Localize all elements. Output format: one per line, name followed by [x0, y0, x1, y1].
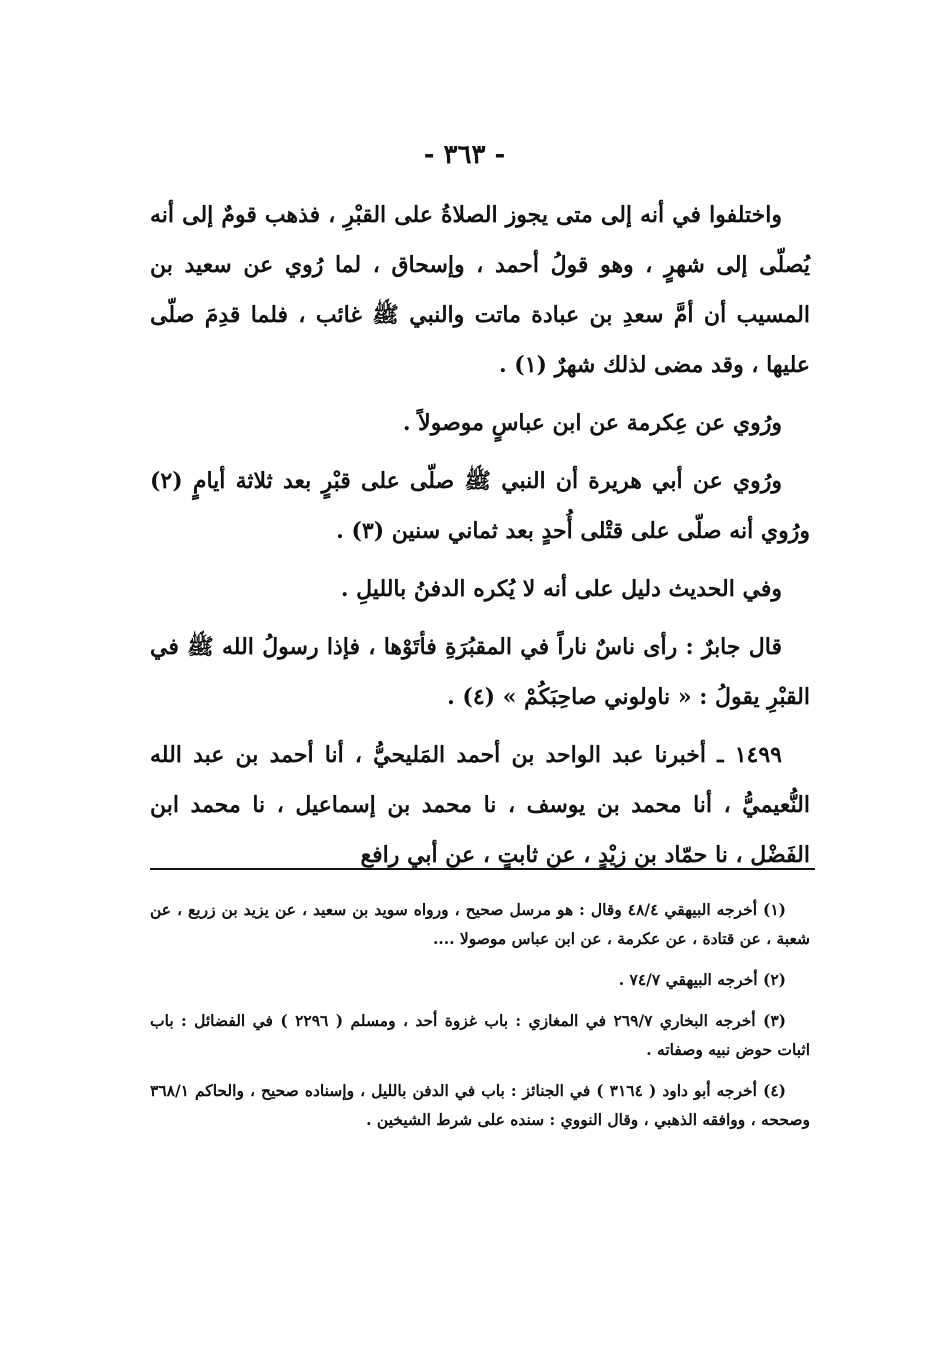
page-number: - ٣٦٣ - [423, 140, 506, 170]
footnote-divider [150, 868, 815, 870]
paragraph: ١٤٩٩ ـ أخبرنا عبد الواحد بن أحمد المَليحيُّ ، أنا أحمد بن عبد الله النُّعيميُّ ، أنا محمد بن يوسف ، نا محمد بن إسماعيل ، نا محمد ابن الفَضْل ، نا حمّاد بن زيْدٍ ، عن ثابتٍ ، عن أبي رافع [150, 742, 810, 868]
paragraph: وفي الحديث دليل على أنه لا يُكره الدفنُ بالليلِ . [340, 576, 782, 602]
footnotes [150, 895, 810, 1146]
paragraph: واختلفوا في أنه إلى متى يجوز الصلاةُ على القبْرِ ، فذهب قومٌ إلى أنه يُصلّى إلى شهرٍ ، وهو قولُ أحمد ، وإسحاق ، لما رُوي عن سعيد بن المسيب أن أمَّ سعدِ بن عبادة ماتت والنبي ﷺ غائب ، فلما قدِمَ صلّى عليها ، وقد مضى لذلك شهرٌ (١) . [150, 202, 810, 378]
footnote: (١) أخرجه البيهقي ٤٨/٤ وقال : هو مرسل صحيح ، ورواه سويد بن سعيد ، عن يزيد بن زريع ، عن شعبة ، عن قتادة ، عن عكرمة ، عن ابن عباس موصولا .... [150, 900, 810, 948]
footnote: (٣) أخرجه البخاري ٢٦٩/٧ في المغازي : باب غزوة أحد ، ومسلم ( ٢٢٩٦ ) في الفضائل : باب اثبات حوض نبيه وصفاته . [150, 1011, 810, 1059]
paragraph: ورُوي عن أبي هريرة أن النبي ﷺ صلّى على قبْرٍ بعد ثلاثة أيامٍ (٢) ورُوي أنه صلّى على قتْلى أُحدٍ بعد ثماني سنين (٣) . [150, 468, 810, 544]
footnote: (٢) أخرجه البيهقي ٧٤/٧ . [618, 970, 786, 989]
footnote: (٤) أخرجه أبو داود ( ٣١٦٤ ) في الجنائز : باب في الدفن بالليل ، وإسناده صحيح ، والحاكم ٣٦٨/١ وصححه ، ووافقه الذهبي ، وقال النووي : سنده على شرط الشيخين . [150, 1081, 810, 1129]
main-text [150, 190, 810, 888]
paragraph: قال جابرٌ : رأى ناسٌ ناراً في المقبُرَةِ فأتَوْها ، فإذا رسولُ الله ﷺ في القبْرِ يقولُ : « ناولوني صاحِبَكُمْ » (٤) . [150, 634, 810, 710]
paragraph: ورُوي عن عِكرمة عن ابن عباسٍ موصولاً . [402, 410, 782, 436]
